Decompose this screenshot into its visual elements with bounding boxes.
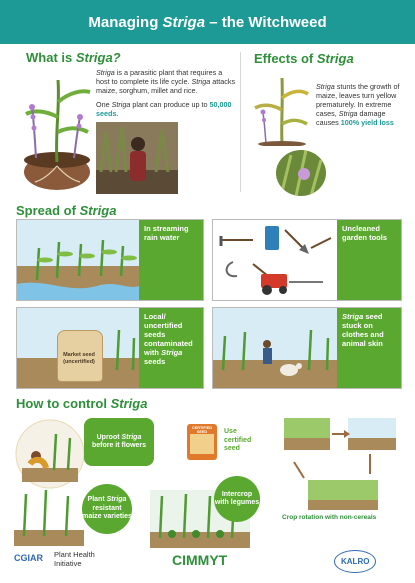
spread-tools-label: Uncleaned garden tools [337,220,401,300]
effects-text: Striga stunts the growth of maize, leaves turn yellow prematurely. In extreme cases, Striga damage causes 100% yield loss [316,82,400,127]
resistant-maize-illustration [14,486,84,546]
spread-heading: Spread of Striga [16,203,117,218]
seedbag-label: CERTIFIED SEED [191,426,213,434]
resistant-label: Plant Striga resistant maize varieties [82,484,132,534]
page-banner [0,0,415,44]
striga-closeup-photo [276,150,326,196]
what-paragraph-1: Striga is a parasitic plant that requires a host to complete its life cycle. Striga attacks maize, sorghum, millet and rice. [96,68,236,95]
banner-title: Managing Striga – the Witchweed [88,13,327,31]
spread-seeds-label: Local/ uncertified seeds contaminated with Striga seeds [139,308,203,388]
uproot-illustration [14,418,86,490]
rain-water-illustration [17,220,139,300]
phi-logo-line1: Plant Health [54,550,95,559]
spread-card-tools [212,219,402,301]
farmer-animal-illustration [213,308,337,388]
striga-plant-illustration [20,62,95,192]
cimmyt-logo: CIMMYT [172,552,228,568]
spread-card-water [16,219,204,301]
stunted-maize-illustration [252,68,310,146]
intercrop-label: Intercrop with legumes [214,476,260,522]
what-paragraph-2: One Striga plant can produce up to 50,000 seeds. [96,100,232,118]
spread-card-clothes [212,307,402,389]
what-heading: What is Striga? [26,50,121,65]
rotation-caption: Crop rotation with non-cereals [282,514,377,521]
phi-logo-line2: Initiative [54,559,82,568]
kalro-logo: KALRO [334,550,376,573]
spread-card-seeds [16,307,204,389]
spread-clothes-label: Striga seed stuck on clothes and animal skin [337,308,401,388]
cgiar-logo: CGIAR [14,553,43,563]
uproot-label: Uproot Striga before it flowers [84,418,154,466]
control-heading: How to control Striga [16,396,148,411]
effects-heading: Effects of Striga [254,51,354,66]
crop-rotation-diagram [284,414,404,526]
sack-label: Market seed (uncertified) [63,352,95,365]
spread-water-label: In streaming rain water [139,220,203,300]
field-photo [96,122,178,194]
certified-label: Use certified seed [224,428,252,452]
garden-tools-illustration [213,220,337,300]
section-divider [240,52,241,192]
